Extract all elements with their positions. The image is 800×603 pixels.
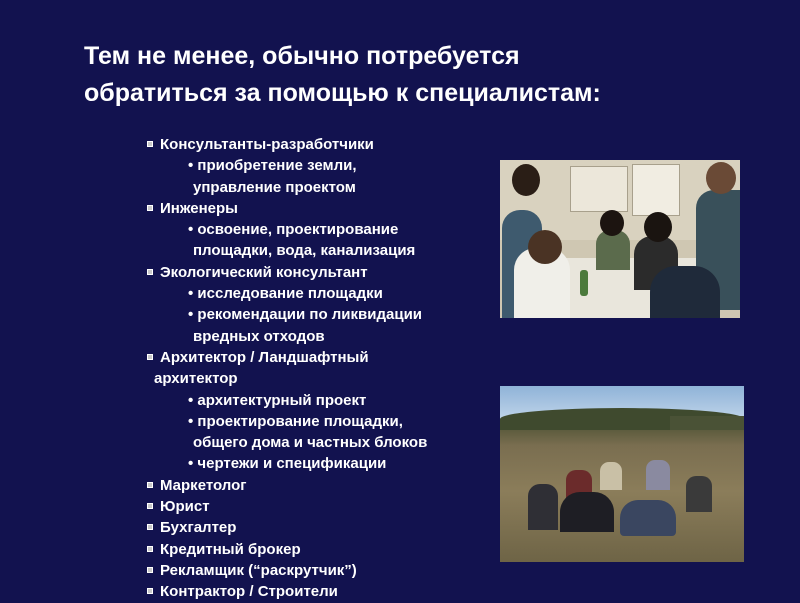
person: [620, 500, 676, 536]
bullet-square-icon: [147, 588, 153, 594]
list-subitem: • проектирование площадки,: [188, 412, 403, 430]
bottle: [580, 270, 588, 296]
list-item: Экологический консультант: [145, 262, 495, 283]
list-subitem: • чертежи и спецификации: [188, 455, 387, 473]
bullet-square-icon: [147, 524, 153, 530]
field-photo: [500, 386, 744, 562]
bullet-square-icon: [147, 205, 153, 211]
list-item: Контрактор / Строители: [145, 581, 495, 602]
bullet-square-icon: [147, 269, 153, 275]
list-subitem: • архитектурный проект: [188, 391, 367, 409]
wall-poster: [632, 164, 680, 216]
person: [650, 266, 720, 318]
person: [600, 462, 622, 490]
list-subitem-continuation: общего дома и частных блоков: [193, 434, 428, 452]
list-subitem-continuation: площадки, вода, канализация: [193, 242, 416, 260]
list-subitem: • приобретение земли,: [188, 157, 357, 175]
bullet-square-icon: [147, 354, 153, 360]
list-item: Рекламщик (“раскрутчик”): [145, 560, 495, 581]
list-item: Маркетолог: [145, 475, 495, 496]
person-head: [600, 210, 624, 236]
list-item: Бухгалтер: [145, 517, 495, 538]
person: [560, 492, 614, 532]
person-head: [644, 212, 672, 242]
meeting-photo: [500, 160, 740, 318]
list-item: Консультанты-разработчики: [145, 134, 495, 155]
slide-title: [84, 38, 764, 112]
wall-poster: [570, 166, 628, 212]
person-head: [528, 230, 562, 264]
person: [596, 230, 630, 270]
person: [686, 476, 712, 512]
list-subitem-continuation: вредных отходов: [193, 327, 325, 345]
list-item: Юрист: [145, 496, 495, 517]
title-line-2: обратиться за помощью к специалистам:: [84, 79, 601, 107]
trees: [670, 416, 744, 430]
list-subitem: • освоение, проектирование: [188, 221, 399, 239]
person: [646, 460, 670, 490]
bullet-square-icon: [147, 567, 153, 573]
list-subitem: • исследование площадки: [188, 285, 383, 303]
list-item: Архитектор / Ландшафтный: [145, 347, 495, 368]
bullet-square-icon: [147, 482, 153, 488]
bullet-square-icon: [147, 546, 153, 552]
list-item-continuation: архитектор: [154, 370, 238, 388]
bullet-square-icon: [147, 503, 153, 509]
person-head: [512, 164, 540, 196]
list-subitem-continuation: управление проектом: [193, 178, 356, 196]
list-subitem: • рекомендации по ликвидации: [188, 306, 423, 324]
specialists-list: [145, 134, 495, 603]
title-line-1: Тем не менее, обычно потребуется: [84, 42, 520, 70]
person: [528, 484, 558, 530]
list-item: Инженеры: [145, 198, 495, 219]
bullet-square-icon: [147, 141, 153, 147]
list-item: Кредитный брокер: [145, 539, 495, 560]
person-head: [706, 162, 736, 194]
